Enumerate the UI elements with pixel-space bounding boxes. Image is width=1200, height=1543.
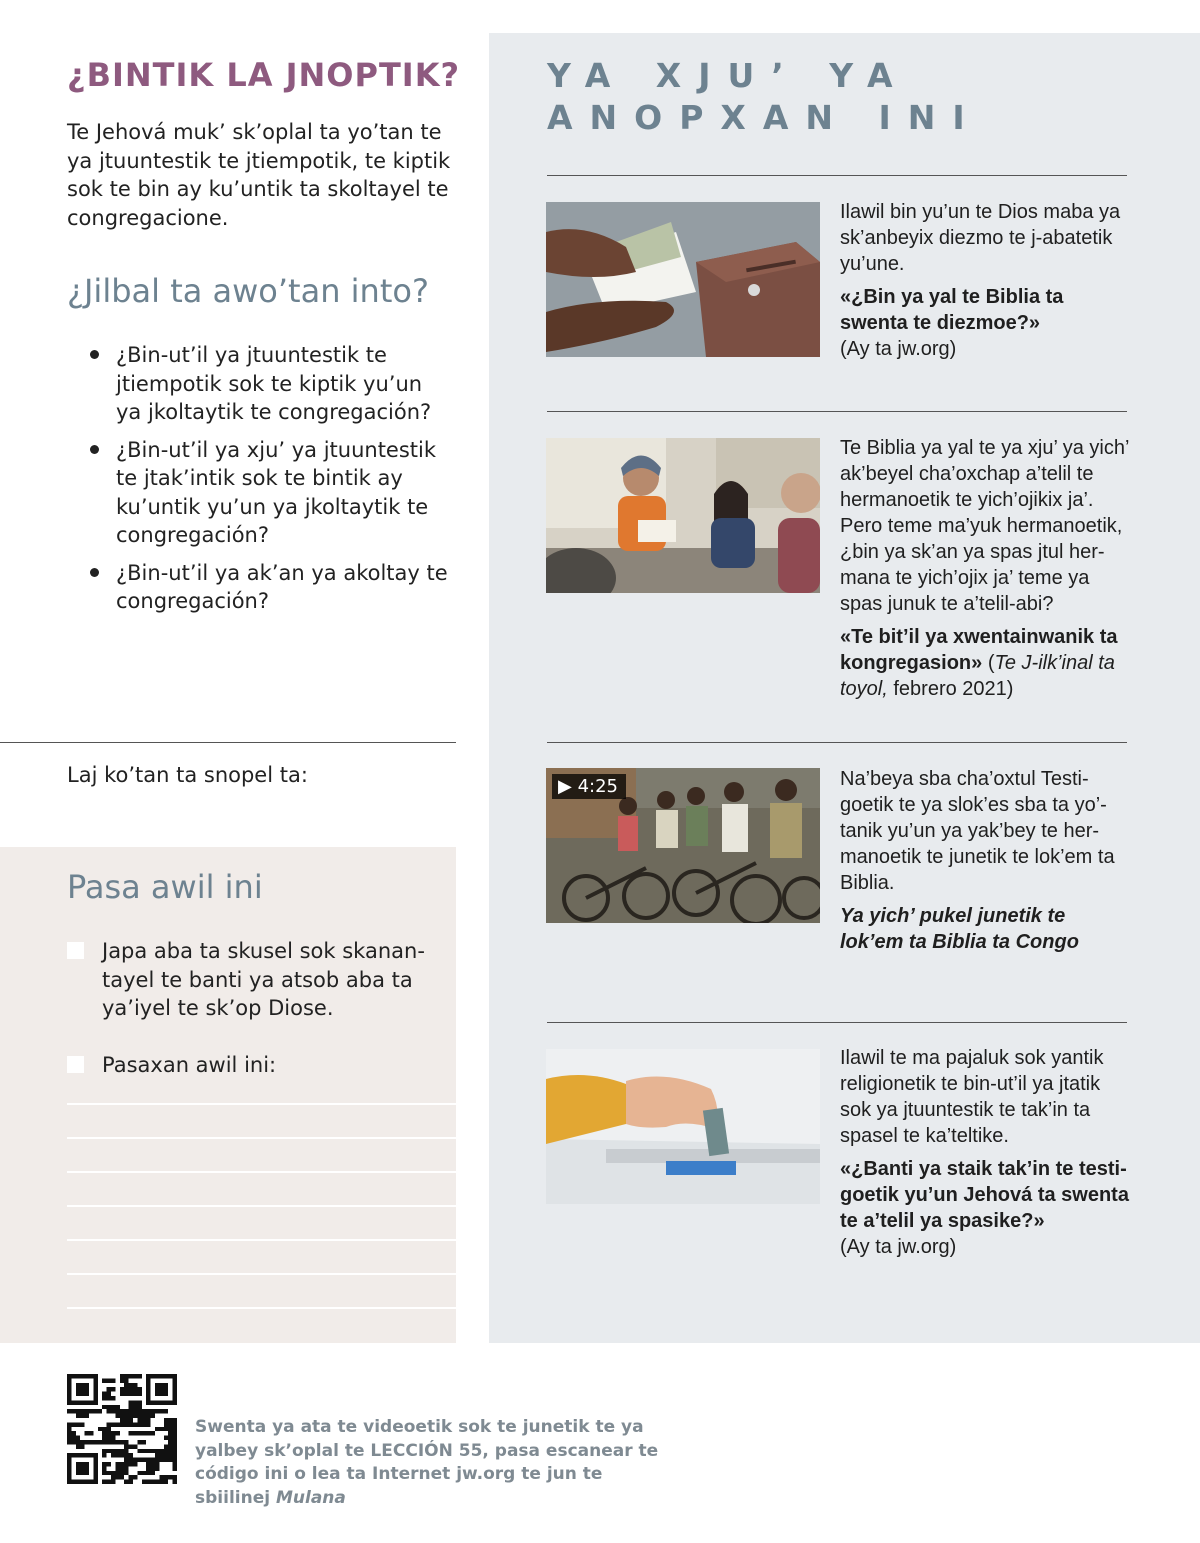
review-question: ¿Bin-ut’il ya jtuuntestik te jtiempotik sok te kiptik yu’un ya jkoltaytik te congregación? xyxy=(90,341,450,427)
explore-item-source: (Ay ta jw.org) xyxy=(840,1236,957,1258)
checkbox-icon[interactable] xyxy=(67,942,84,959)
writing-line[interactable] xyxy=(67,1273,456,1275)
explore-heading: YA XJU’ YA ANOPXAN INI xyxy=(547,56,982,137)
explore-item-link-title[interactable]: Ya yich’ pukel junetik te lok’em ta Biblia ta Congo xyxy=(840,905,1079,953)
explore-item-source: (Te J-ilk’inal ta toyol, febrero 2021) xyxy=(840,652,1115,700)
task-checkbox-item[interactable] xyxy=(67,937,437,1023)
checkbox-icon[interactable] xyxy=(67,1056,84,1073)
writing-line[interactable] xyxy=(67,1239,456,1241)
divider xyxy=(547,175,1127,176)
donation-image-icon xyxy=(546,202,820,357)
meeting-image-icon xyxy=(546,438,820,593)
explore-item-source: (Ay ta jw.org) xyxy=(840,338,957,360)
explore-item-link-title[interactable]: «Te bit’il ya xwentainwanik ta kongregasion» (Te J-ilk’inal ta toyol, febrero 2021) xyxy=(840,626,1118,700)
footer-text: Swenta ya ata te videoetik sok te junetik te ya yalbey sk’oplal te LECCIÓN 55, pasa escanear te código ini o lea ta Internet jw.org te jun te sbiilinej Mulana xyxy=(195,1417,659,1508)
review-heading: ¿Jilbal ta awo’tan into? xyxy=(67,272,429,310)
thumbnail-sisters-meeting[interactable] xyxy=(546,438,820,593)
do-heading: Pasa awil ini xyxy=(67,868,263,906)
review-question: ¿Bin-ut’il ya ak’an ya akoltay te congregación? xyxy=(90,559,450,616)
divider xyxy=(547,1022,1127,1023)
explore-item-link-title[interactable]: «¿Banti ya staik tak’in te testigoetik yu’un Jehová ta swenta te a’telil ya spasike?» xyxy=(840,1158,1129,1232)
explore-item-link-title[interactable]: «¿Bin ya yal te Biblia ta swenta te diezmoe?» xyxy=(840,286,1064,334)
writing-line[interactable] xyxy=(67,1171,456,1173)
divider xyxy=(0,742,456,743)
explore-item-text: Na’beya sba cha’oxtul Testigoetik te ya slok’es sba ta yo’tanik yu’un ya yak’bey te hermanoetik te junetik te lok’em ta Biblia. xyxy=(840,768,1115,894)
explore-item-text: Ilawil bin yu’un te Dios maba ya sk’anbeyix diezmo te j-abatetik yu’une. xyxy=(840,201,1121,275)
explore-item xyxy=(840,766,1130,955)
thumbnail-donation-envelope[interactable] xyxy=(546,202,820,357)
video-duration-badge: ▶ 4:25 xyxy=(552,774,626,799)
explore-item xyxy=(840,1045,1130,1260)
divider xyxy=(547,411,1127,412)
qr-code-icon[interactable] xyxy=(67,1374,177,1484)
contribution-box-image-icon xyxy=(546,1049,820,1204)
divider xyxy=(547,742,1127,743)
writing-line[interactable] xyxy=(67,1307,456,1309)
writing-line[interactable] xyxy=(67,1205,456,1207)
goal-label: Laj ko’tan ta snopel ta: xyxy=(67,763,308,787)
writing-line[interactable] xyxy=(67,1103,456,1105)
thumbnail-contribution-box[interactable] xyxy=(546,1049,820,1204)
video-thumbnail-bicycles[interactable] xyxy=(546,768,820,923)
explore-item-text: Ilawil te ma pajaluk sok yantik religionetik te bin-ut’il ya jtatik sok ya jtuuntestik te tak’in ta spasel te ka’teltike. xyxy=(840,1047,1104,1147)
task-label: Japa aba ta skusel sok skanantayel te banti ya atsob aba ta ya’iyel te sk’op Diose. xyxy=(102,939,425,1020)
review-question-list xyxy=(90,341,450,625)
task-checkbox-item[interactable] xyxy=(67,1051,437,1080)
review-question: ¿Bin-ut’il ya xju’ ya jtuuntestik te jtak’intik sok te bintik ay ku’untik yu’un ya jkoltaytik te congregación? xyxy=(90,436,450,550)
bullet-icon xyxy=(90,568,99,577)
writing-line[interactable] xyxy=(67,1137,456,1139)
explore-item-text: Te Biblia ya yal te ya xju’ ya yich’ ak’beyel cha’oxchap a’telil te hermanoetik te yich’ojikix ja’. Pero teme ma’yuk hermanoetik, ¿bin ya sk’an ya spas jtul hermana te yich’ojix ja’ teme ya spas junuk te a’telil-abi? xyxy=(840,437,1129,615)
explore-item xyxy=(840,199,1130,362)
summary-text: Te Jehová muk’ sk’oplal ta yo’tan te ya jtuuntestik te jtiempotik, te kiptik sok te bin ay ku’untik ta skoltayel te congregacione. xyxy=(67,120,451,230)
task-label: Pasaxan awil ini: xyxy=(102,1053,277,1077)
qr-code-graphic xyxy=(67,1374,177,1484)
bullet-icon xyxy=(90,350,99,359)
bullet-icon xyxy=(90,445,99,454)
summary-heading: ¿BINTIK LA JNOPTIK? xyxy=(67,56,461,94)
explore-item xyxy=(840,435,1130,702)
do-section xyxy=(0,847,456,1343)
